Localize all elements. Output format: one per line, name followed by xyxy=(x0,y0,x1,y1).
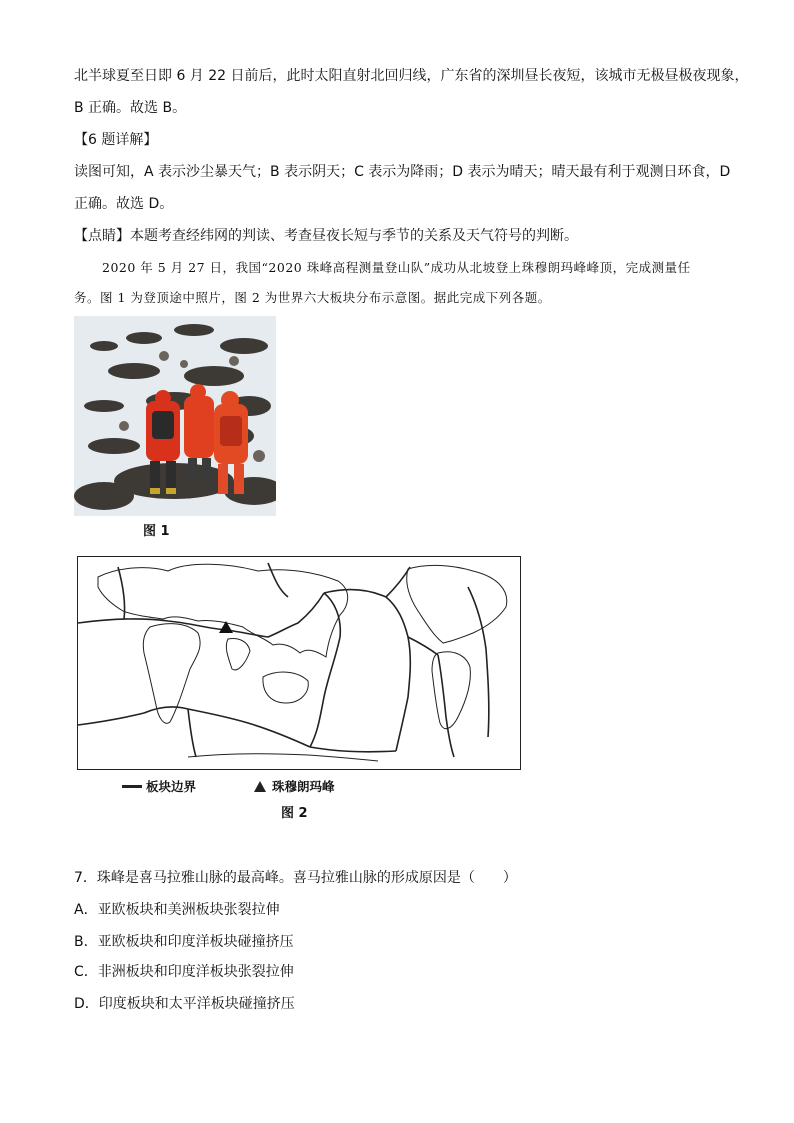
plate-boundary xyxy=(438,655,454,757)
plate-boundary xyxy=(78,707,310,747)
option-d[interactable]: D．印度板块和太平洋板块碰撞挤压 xyxy=(74,996,295,1012)
plate-boundary xyxy=(468,587,489,737)
triangle-icon xyxy=(254,781,266,792)
option-b[interactable]: B．亚欧板块和印度洋板块碰撞挤压 xyxy=(74,934,294,950)
figure-1-caption: 图 1 xyxy=(143,524,170,539)
question-stem: 7．珠峰是喜马拉雅山脉的最高峰。喜马拉雅山脉的形成原因是（ ） xyxy=(74,870,517,886)
section-heading-6: 【6 题详解】 xyxy=(74,132,158,148)
world-plates-map xyxy=(77,556,521,770)
boundary-line-icon xyxy=(122,785,142,788)
north-america-outline xyxy=(407,565,507,643)
plate-boundary xyxy=(188,709,196,757)
legend-boundary-label: 板块边界 xyxy=(146,779,197,794)
paragraph-line-4: 读图可知，A 表示沙尘暴天气；B 表示阴天；C 表示为降雨；D 表示为晴天；晴天最有利于观测日环食，D xyxy=(74,164,731,180)
south-america-outline xyxy=(432,652,470,729)
paragraph-line-2: B 正确。故选 B。 xyxy=(74,100,187,116)
australia-outline xyxy=(263,672,308,703)
plate-boundary xyxy=(310,747,396,752)
india-outline xyxy=(226,639,250,670)
africa-outline xyxy=(143,624,200,724)
plate-boundary xyxy=(268,563,288,597)
option-a[interactable]: A．亚欧板块和美洲板块张裂拉伸 xyxy=(74,902,280,918)
option-c[interactable]: C．非洲板块和印度洋板块张裂拉伸 xyxy=(74,964,294,980)
climbers-photo xyxy=(74,316,276,516)
material-line-2: 务。图 1 为登顶途中照片，图 2 为世界六大板块分布示意图。据此完成下列各题。 xyxy=(74,290,551,305)
paragraph-line-1: 北半球夏至日即 6 月 22 日前后，此时太阳直射北回归线，广东省的深圳昼长夜短，该城市无极昼极夜现象， xyxy=(74,68,749,84)
tip-line: 【点睛】本题考查经纬网的判读、考查昼夜长短与季节的关系及天气符号的判断。 xyxy=(74,228,578,244)
plate-boundary xyxy=(408,637,438,655)
paragraph-line-5: 正确。故选 D。 xyxy=(74,196,174,212)
plate-boundary xyxy=(78,593,324,637)
everest-marker xyxy=(219,621,233,633)
legend-peak-label: 珠穆朗玛峰 xyxy=(272,779,335,794)
antarctica-outline xyxy=(188,754,378,761)
figure-2-caption: 图 2 xyxy=(281,806,308,821)
material-line-1: 2020 年 5 月 27 日，我国“2020 珠峰高程测量登山队”成功从北坡登上珠穆朗玛峰峰顶，完成测量任 xyxy=(102,260,691,275)
legend-peak xyxy=(254,777,335,795)
legend-boundary xyxy=(122,777,196,795)
plate-boundary xyxy=(310,593,340,747)
